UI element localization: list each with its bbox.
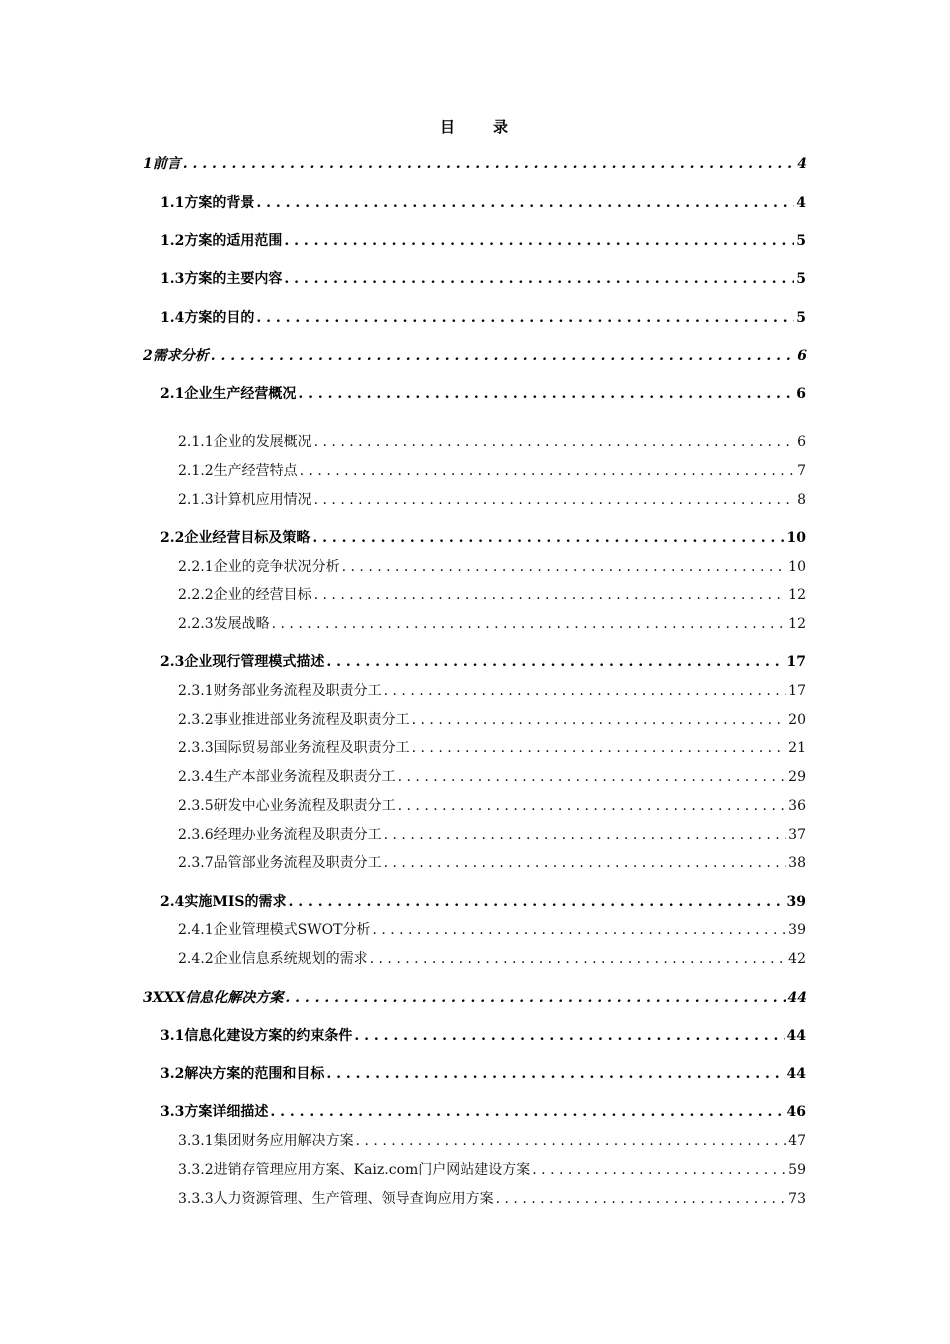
toc-entry-label: 2.3.2事业推进部业务流程及职责分工 xyxy=(178,712,410,728)
toc-title-right: 录 xyxy=(493,118,511,136)
toc-dot-leader xyxy=(398,767,787,787)
toc-entry-label: 2.4实施MIS的需求 xyxy=(160,894,287,910)
toc-entry-2-3-7[interactable] xyxy=(178,853,806,873)
toc-entry-label: 2.4.1企业管理模式SWOT分析 xyxy=(178,922,371,938)
toc-entry-2-1-3[interactable] xyxy=(178,490,806,510)
toc-page-number: 17 xyxy=(788,683,806,699)
toc-page-number: 4 xyxy=(796,195,806,211)
toc-page-number: 59 xyxy=(788,1162,806,1178)
toc-dot-leader xyxy=(384,681,787,701)
toc-entry-label: 1.1方案的背景 xyxy=(160,195,255,211)
toc-entry-1-2[interactable] xyxy=(160,231,806,251)
toc-entry-2-3-2[interactable] xyxy=(178,710,806,730)
toc-title xyxy=(0,116,950,137)
toc-entry-2-4-2[interactable] xyxy=(178,949,806,969)
toc-entry-label: 2.3.6经理办业务流程及职责分工 xyxy=(178,827,382,843)
toc-dot-leader xyxy=(312,528,784,548)
toc-entry-label: 1.4方案的目的 xyxy=(160,310,255,326)
toc-entry-2-3-3[interactable] xyxy=(178,738,806,758)
toc-entry-2-2-3[interactable] xyxy=(178,614,806,634)
toc-page-number: 42 xyxy=(788,951,806,967)
toc-entry-label: 2.2.2企业的经营目标 xyxy=(178,587,312,603)
toc-entry-label: 2.3.3国际贸易部业务流程及职责分工 xyxy=(178,740,410,756)
toc-entry-3-3-2[interactable] xyxy=(178,1160,806,1180)
toc-entry-label: 2.2企业经营目标及策略 xyxy=(160,530,311,546)
toc-entry-label: 3.3方案详细描述 xyxy=(160,1104,269,1120)
toc-dot-leader xyxy=(272,614,787,634)
toc-dot-leader xyxy=(298,384,794,404)
toc-page-number: 36 xyxy=(788,798,806,814)
toc-page-number: 44 xyxy=(787,990,807,1006)
toc-dot-leader xyxy=(370,949,787,969)
toc-entry-2[interactable] xyxy=(143,346,807,366)
toc-dot-leader xyxy=(342,557,787,577)
toc-entry-2-1[interactable] xyxy=(160,384,806,404)
toc-entry-1-1[interactable] xyxy=(160,193,806,213)
toc-entry-3-3-3[interactable] xyxy=(178,1189,806,1209)
toc-page-number: 44 xyxy=(786,1028,806,1044)
toc-dot-leader xyxy=(398,796,787,816)
toc-entry-label: 2.2.3发展战略 xyxy=(178,616,270,632)
toc-page-number: 20 xyxy=(788,712,806,728)
toc-dot-leader xyxy=(326,1064,784,1084)
toc-page-number: 5 xyxy=(796,233,806,249)
toc-dot-leader xyxy=(256,308,794,328)
toc-entry-2-1-1[interactable] xyxy=(178,432,806,452)
toc-entry-label: 2.3.4生产本部业务流程及职责分工 xyxy=(178,769,396,785)
toc-entry-3-3[interactable] xyxy=(160,1102,806,1122)
toc-entry-2-3-1[interactable] xyxy=(178,681,806,701)
toc-entry-label: 2需求分析 xyxy=(143,348,209,364)
toc-page-number: 17 xyxy=(786,654,806,670)
toc-title-left: 目 xyxy=(439,118,457,136)
toc-page-number: 44 xyxy=(786,1066,806,1082)
toc-page-number: 21 xyxy=(788,740,806,756)
toc-entry-2-3[interactable] xyxy=(160,652,806,672)
toc-dot-leader xyxy=(256,193,794,213)
toc-dot-leader xyxy=(183,154,796,174)
toc-dot-leader xyxy=(354,1026,784,1046)
toc-entry-label: 3.3.2进销存管理应用方案、Kaiz.com门户网站建设方案 xyxy=(178,1162,531,1178)
toc-entry-label: 3.3.3人力资源管理、生产管理、领导查询应用方案 xyxy=(178,1191,494,1207)
toc-dot-leader xyxy=(314,432,795,452)
toc-entry-1-4[interactable] xyxy=(160,308,806,328)
toc-page-number: 6 xyxy=(796,386,806,402)
toc-page-number: 38 xyxy=(788,855,806,871)
toc-entry-label: 1.3方案的主要内容 xyxy=(160,271,283,287)
toc-dot-leader xyxy=(289,892,785,912)
toc-entry-label: 2.3企业现行管理模式描述 xyxy=(160,654,325,670)
toc-entry-3-2[interactable] xyxy=(160,1064,806,1084)
toc-entry-label: 2.3.7品管部业务流程及职责分工 xyxy=(178,855,382,871)
toc-page-number: 46 xyxy=(786,1104,806,1120)
toc-page-number: 8 xyxy=(797,492,806,508)
toc-dot-leader xyxy=(284,269,794,289)
toc-entry-2-3-6[interactable] xyxy=(178,825,806,845)
toc-dot-leader xyxy=(211,346,796,366)
toc-entry-2-3-5[interactable] xyxy=(178,796,806,816)
toc-page-number: 37 xyxy=(788,827,806,843)
toc-dot-leader xyxy=(496,1189,787,1209)
toc-entry-label: 2.3.5研发中心业务流程及职责分工 xyxy=(178,798,396,814)
toc-dot-leader xyxy=(384,825,787,845)
toc-dot-leader xyxy=(284,231,794,251)
toc-page-number: 10 xyxy=(786,530,806,546)
toc-page-number: 5 xyxy=(796,271,806,287)
toc-entry-1[interactable] xyxy=(143,154,807,174)
toc-entry-label: 1.2方案的适用范围 xyxy=(160,233,283,249)
toc-entry-2-4-1[interactable] xyxy=(178,920,806,940)
toc-entry-1-3[interactable] xyxy=(160,269,806,289)
toc-entry-3-1[interactable] xyxy=(160,1026,806,1046)
toc-entry-label: 2.2.1企业的竞争状况分析 xyxy=(178,559,340,575)
toc-entry-label: 3.2解决方案的范围和目标 xyxy=(160,1066,325,1082)
toc-entry-label: 3.3.1集团财务应用解决方案 xyxy=(178,1133,354,1149)
toc-dot-leader xyxy=(314,585,787,605)
toc-page-number: 73 xyxy=(788,1191,806,1207)
toc-page-number: 12 xyxy=(788,616,806,632)
toc-entry-2-2[interactable] xyxy=(160,528,806,548)
toc-dot-leader xyxy=(285,988,785,1008)
toc-dot-leader xyxy=(270,1102,784,1122)
toc-page-number: 10 xyxy=(788,559,806,575)
toc-entry-3[interactable] xyxy=(143,988,807,1008)
toc-entry-label: 1前言 xyxy=(143,156,181,172)
toc-page-number: 4 xyxy=(797,156,807,172)
toc-entry-label: 2.4.2企业信息系统规划的需求 xyxy=(178,951,368,967)
toc-page-number: 39 xyxy=(788,922,806,938)
toc-page-number: 47 xyxy=(788,1133,806,1149)
toc-entry-label: 2.1企业生产经营概况 xyxy=(160,386,297,402)
toc-page-number: 7 xyxy=(797,463,806,479)
toc-page-number: 5 xyxy=(796,310,806,326)
toc-page-number: 6 xyxy=(797,434,806,450)
toc-dot-leader xyxy=(300,461,795,481)
toc-entry-2-1-2[interactable] xyxy=(178,461,806,481)
toc-page-number: 29 xyxy=(788,769,806,785)
toc-dot-leader xyxy=(372,920,786,940)
toc-dot-leader xyxy=(384,853,787,873)
toc-dot-leader xyxy=(326,652,784,672)
toc-entry-3-3-1[interactable] xyxy=(178,1131,806,1151)
toc-entry-2-4[interactable] xyxy=(160,892,806,912)
toc-dot-leader xyxy=(532,1160,786,1180)
toc-entry-label: 2.3.1财务部业务流程及职责分工 xyxy=(178,683,382,699)
toc-entry-2-2-1[interactable] xyxy=(178,557,806,577)
toc-entry-label: 3XXX信息化解决方案 xyxy=(143,990,284,1006)
toc-entry-label: 3.1信息化建设方案的约束条件 xyxy=(160,1028,353,1044)
toc-dot-leader xyxy=(412,710,787,730)
toc-dot-leader xyxy=(356,1131,787,1151)
toc-page-number: 12 xyxy=(788,587,806,603)
toc-dot-leader xyxy=(314,490,795,510)
toc-entry-label: 2.1.1企业的发展概况 xyxy=(178,434,312,450)
toc-entry-2-2-2[interactable] xyxy=(178,585,806,605)
toc-page-number: 6 xyxy=(797,348,807,364)
toc-entry-label: 2.1.2生产经营特点 xyxy=(178,463,298,479)
toc-dot-leader xyxy=(412,738,787,758)
toc-page-number: 39 xyxy=(786,894,806,910)
toc-entry-label: 2.1.3计算机应用情况 xyxy=(178,492,312,508)
toc-entry-2-3-4[interactable] xyxy=(178,767,806,787)
